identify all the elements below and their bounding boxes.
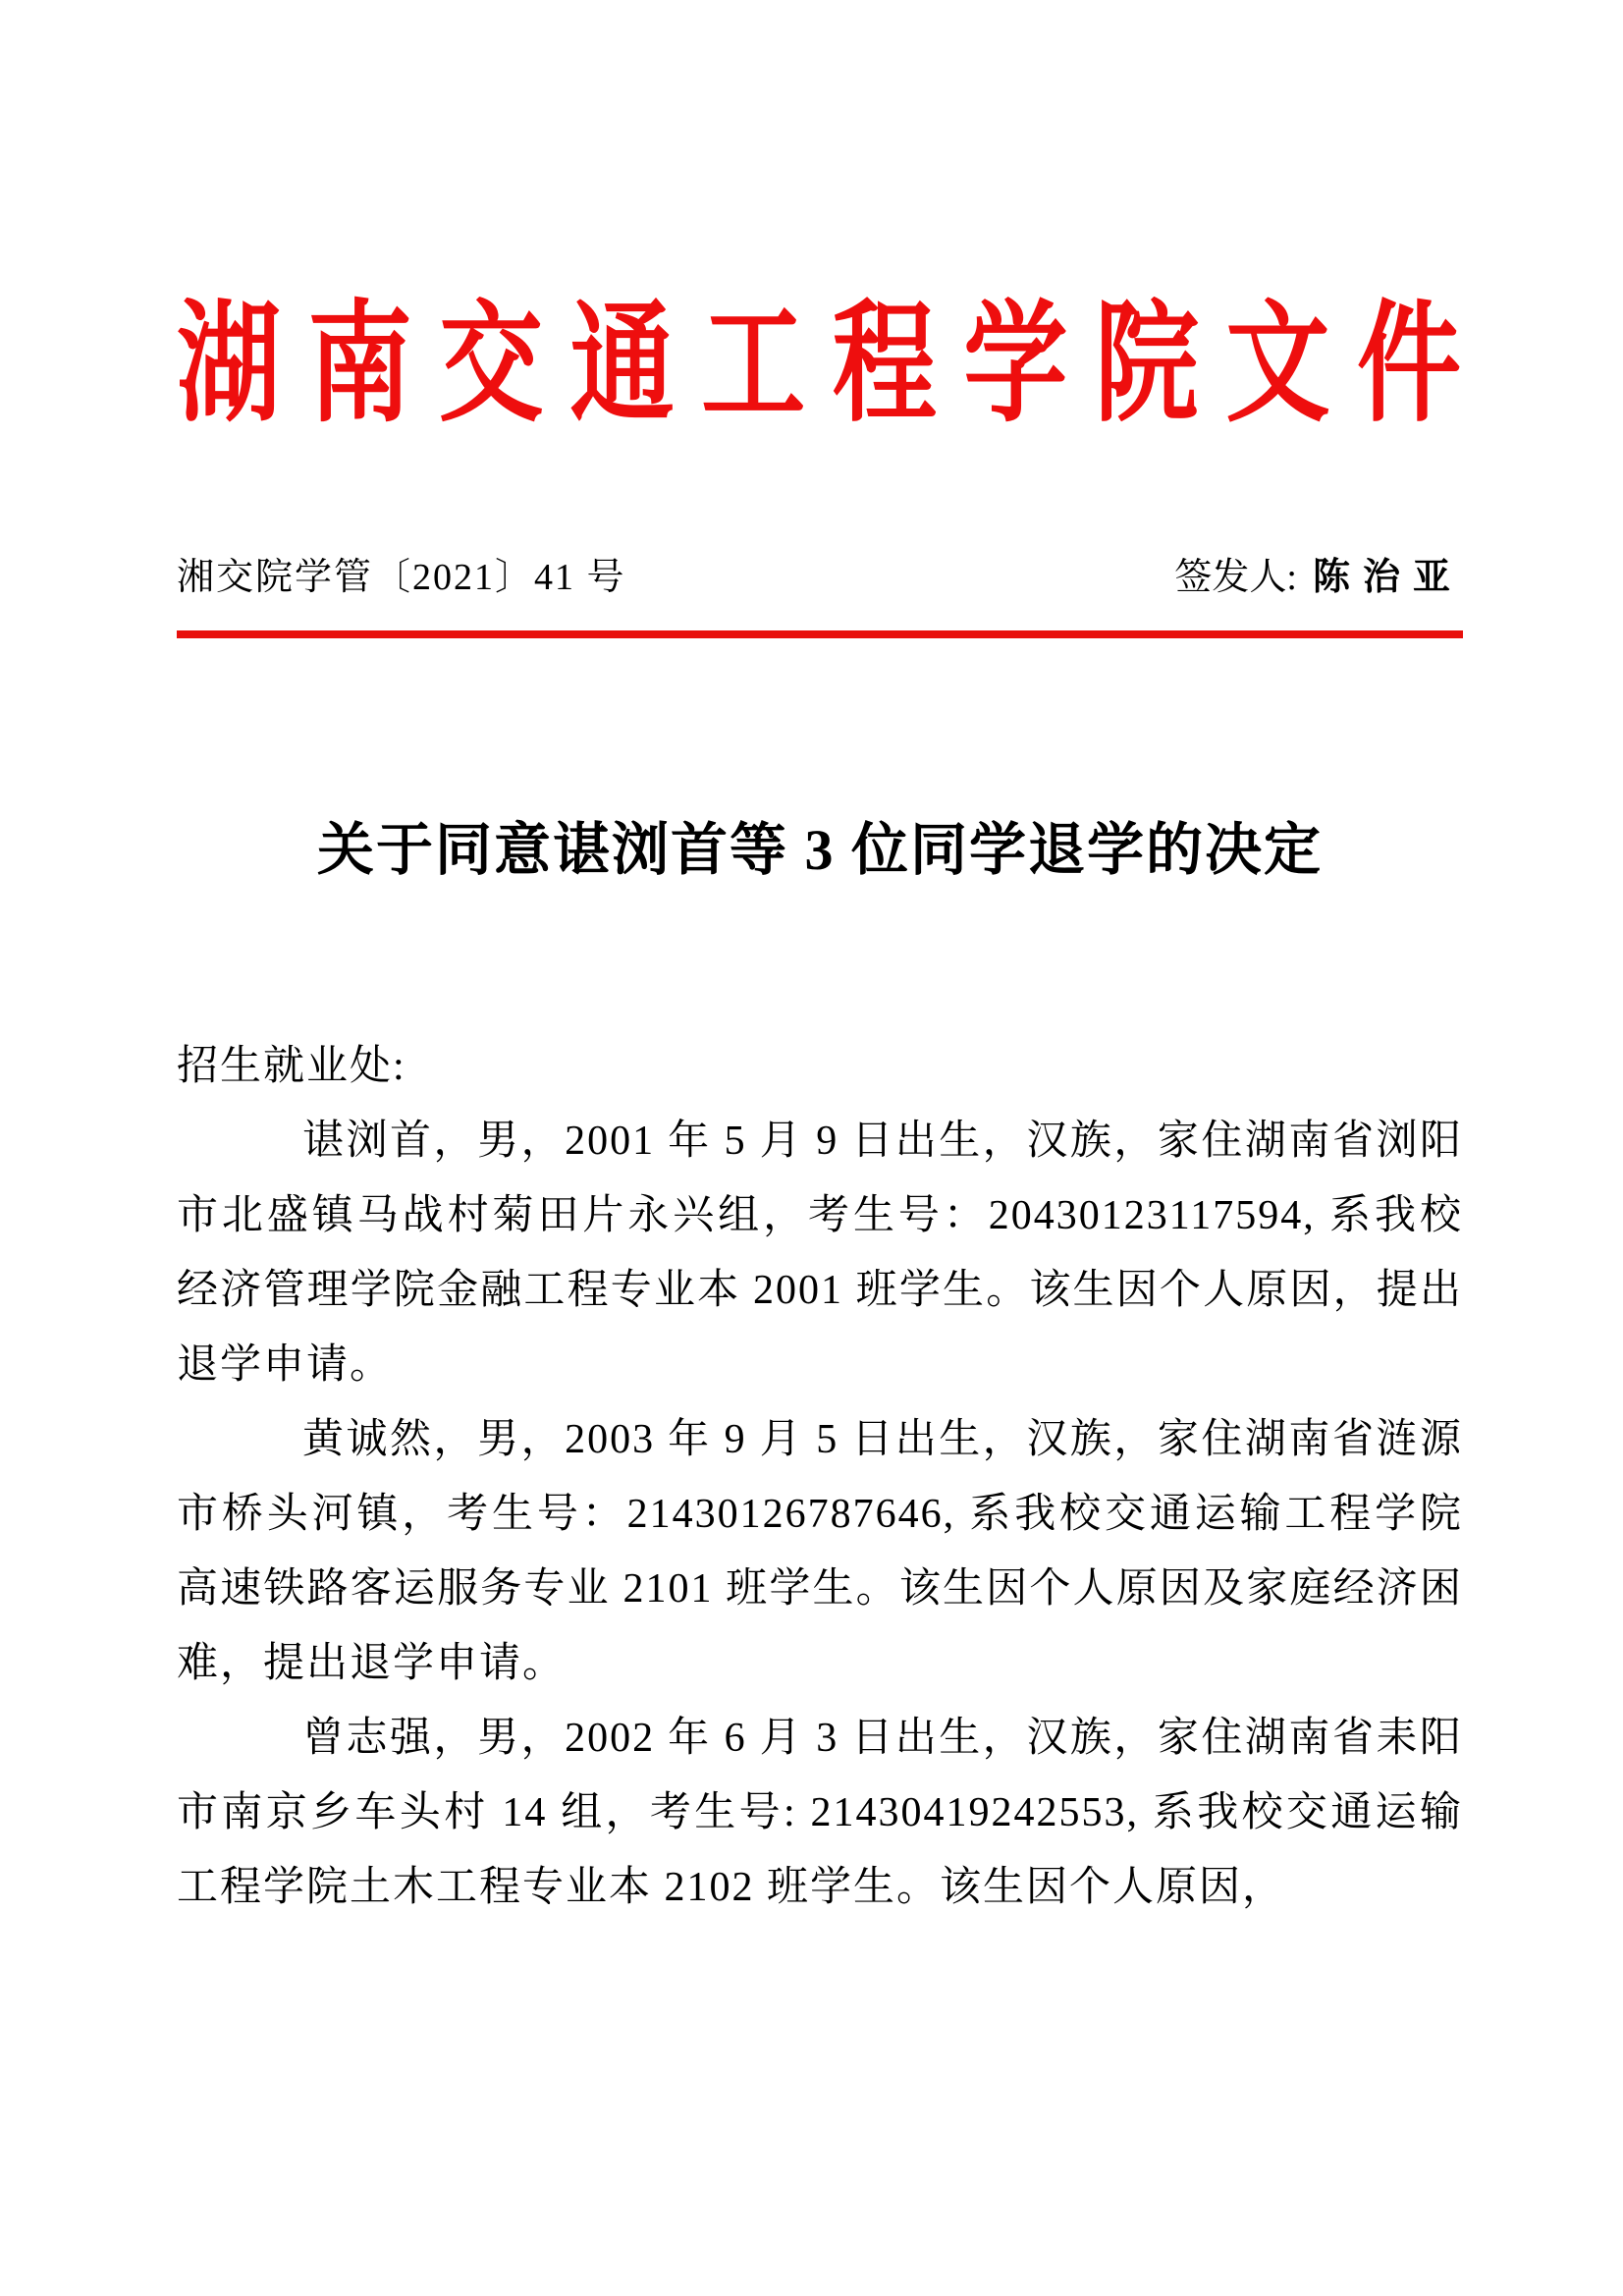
body-paragraph: 黄诚然，男，2003 年 9 月 5 日出生，汉族，家住湖南省涟源市桥头河镇，考生号：21430126787646, 系我校交通运输工程学院高速铁路客运服务专业 2101 班学生。该生因个人原因及家庭经济困难，提出退学申请。 — [177, 1417, 1463, 1687]
document-title: 关于同意谌浏首等 3 位同学退学的决定 — [316, 817, 1323, 882]
body-paragraph: 谌浏首，男，2001 年 5 月 9 日出生，汉族，家住湖南省浏阳市北盛镇马战村菊田片永兴组，考生号：20430123117594, 系我校经济管理学院金融工程专业本 2001 班学生。该生因个人原因，提出退学申请。 — [177, 1119, 1463, 1389]
document-ref-number: 湘交院学管〔2021〕41 号 — [177, 557, 626, 598]
body-paragraph: 曾志强，男，2002 年 6 月 3 日出生，汉族，家住湖南省耒阳市南京乡车头村 14 组，考生号: 21430419242553, 系我校交通运输工程学院土木工程专业本 2102 班学生。该生因个人原因， — [177, 1716, 1463, 1911]
document-body — [177, 1029, 1463, 1925]
reference-row — [177, 556, 1463, 601]
salutation-line: 招生就业处: — [177, 1044, 406, 1090]
org-red-banner-title: 湖南交通工程学院文件 — [177, 293, 1463, 438]
document-content-column — [177, 0, 1463, 1925]
header-divider-rule — [177, 630, 1463, 638]
issuer-label: 签发人: — [1174, 557, 1297, 598]
issuer-block — [1174, 556, 1463, 601]
issuer-name: 陈治亚 — [1312, 557, 1463, 598]
